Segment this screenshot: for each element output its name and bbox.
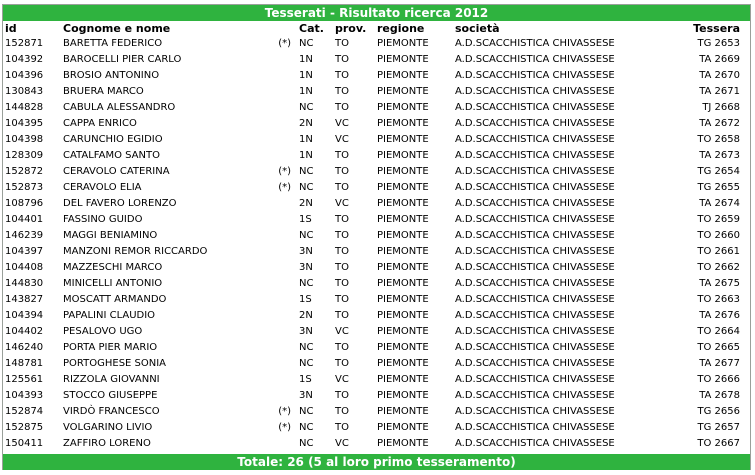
- cell-society: A.D.SCACCHISTICA CHIVASSESE: [455, 134, 615, 145]
- cell-id: 152871: [5, 38, 44, 49]
- table-row[interactable]: [3, 420, 750, 436]
- cell-name: BRUERA MARCO: [63, 86, 144, 97]
- cell-region: PIEMONTE: [377, 438, 429, 449]
- cell-category: 3N: [299, 326, 313, 337]
- cell-society: A.D.SCACCHISTICA CHIVASSESE: [455, 214, 615, 225]
- results-panel: [2, 4, 751, 470]
- cell-province: VC: [335, 134, 349, 145]
- cell-region: PIEMONTE: [377, 390, 429, 401]
- cell-society: A.D.SCACCHISTICA CHIVASSESE: [455, 198, 615, 209]
- table-row[interactable]: [3, 100, 750, 116]
- cell-province: TO: [335, 54, 349, 65]
- cell-first-registration-mark: [237, 100, 297, 116]
- cell-first-registration-mark: [237, 276, 297, 292]
- table-row[interactable]: [3, 244, 750, 260]
- cell-card: TA 2672: [699, 118, 740, 129]
- col-header-id[interactable]: id: [5, 22, 17, 35]
- cell-region: PIEMONTE: [377, 310, 429, 321]
- cell-first-registration-mark: [237, 84, 297, 100]
- table-row[interactable]: [3, 116, 750, 132]
- cell-society: A.D.SCACCHISTICA CHIVASSESE: [455, 86, 615, 97]
- cell-category: 2N: [299, 118, 313, 129]
- cell-society: A.D.SCACCHISTICA CHIVASSESE: [455, 166, 615, 177]
- cell-id: 130843: [5, 86, 44, 97]
- cell-name: RIZZOLA GIOVANNI: [63, 374, 160, 385]
- cell-society: A.D.SCACCHISTICA CHIVASSESE: [455, 230, 615, 241]
- cell-card: TO 2663: [697, 294, 740, 305]
- cell-id: 148781: [5, 358, 44, 369]
- cell-first-registration-mark: [237, 356, 297, 372]
- table-header-row: [3, 21, 750, 36]
- cell-card: TO 2659: [697, 214, 740, 225]
- cell-region: PIEMONTE: [377, 166, 429, 177]
- cell-province: TO: [335, 406, 349, 417]
- cell-category: 3N: [299, 390, 313, 401]
- cell-first-registration-mark: (*): [278, 422, 291, 433]
- cell-category: 1N: [299, 70, 313, 81]
- cell-province: TO: [335, 70, 349, 81]
- table-row[interactable]: [3, 276, 750, 292]
- cell-society: A.D.SCACCHISTICA CHIVASSESE: [455, 182, 615, 193]
- cell-name: MAZZESCHI MARCO: [63, 262, 163, 273]
- cell-id: 104402: [5, 326, 44, 337]
- cell-card: TO 2666: [697, 374, 740, 385]
- results-title: Tesserati - Risultato ricerca 2012: [264, 6, 489, 20]
- cell-category: 2N: [299, 310, 313, 321]
- cell-category: NC: [299, 182, 314, 193]
- table-row[interactable]: [3, 52, 750, 68]
- cell-first-registration-mark: [237, 324, 297, 340]
- cell-region: PIEMONTE: [377, 278, 429, 289]
- cell-id: 104408: [5, 262, 44, 273]
- cell-province: TO: [335, 150, 349, 161]
- cell-id: 144828: [5, 102, 44, 113]
- cell-region: PIEMONTE: [377, 262, 429, 273]
- cell-region: PIEMONTE: [377, 358, 429, 369]
- cell-id: 104395: [5, 118, 44, 129]
- cell-region: PIEMONTE: [377, 326, 429, 337]
- cell-name: BARETTA FEDERICO: [63, 38, 163, 49]
- cell-name: MAGGI BENIAMINO: [63, 230, 158, 241]
- cell-society: A.D.SCACCHISTICA CHIVASSESE: [455, 150, 615, 161]
- results-total: Totale: 26 (5 al loro primo tesseramento): [237, 455, 516, 469]
- table-row[interactable]: [3, 164, 750, 180]
- cell-society: A.D.SCACCHISTICA CHIVASSESE: [455, 358, 615, 369]
- cell-card: TO 2658: [697, 134, 740, 145]
- cell-first-registration-mark: [237, 244, 297, 260]
- cell-card: TG 2657: [697, 422, 740, 433]
- cell-name: MOSCATT ARMANDO: [63, 294, 167, 305]
- cell-province: TO: [335, 342, 349, 353]
- cell-society: A.D.SCACCHISTICA CHIVASSESE: [455, 262, 615, 273]
- cell-category: 3N: [299, 246, 313, 257]
- cell-society: A.D.SCACCHISTICA CHIVASSESE: [455, 438, 615, 449]
- cell-first-registration-mark: [237, 388, 297, 404]
- cell-province: TO: [335, 214, 349, 225]
- cell-region: PIEMONTE: [377, 38, 429, 49]
- cell-card: TO 2664: [697, 326, 740, 337]
- cell-first-registration-mark: [237, 372, 297, 388]
- cell-province: TO: [335, 166, 349, 177]
- cell-first-registration-mark: [237, 132, 297, 148]
- cell-province: TO: [335, 102, 349, 113]
- cell-card: TA 2674: [699, 198, 740, 209]
- cell-first-registration-mark: (*): [278, 38, 291, 49]
- cell-category: NC: [299, 230, 314, 241]
- cell-category: NC: [299, 278, 314, 289]
- table-row[interactable]: [3, 228, 750, 244]
- cell-first-registration-mark: [237, 148, 297, 164]
- col-header-region[interactable]: regione: [377, 22, 425, 35]
- cell-region: PIEMONTE: [377, 214, 429, 225]
- cell-name: ZAFFIRO LORENO: [63, 438, 151, 449]
- cell-society: A.D.SCACCHISTICA CHIVASSESE: [455, 118, 615, 129]
- table-row[interactable]: [3, 148, 750, 164]
- cell-card: TA 2673: [699, 150, 740, 161]
- table-row[interactable]: [3, 196, 750, 212]
- cell-name: VOLGARINO LIVIO: [63, 422, 153, 433]
- cell-category: 2N: [299, 198, 313, 209]
- cell-category: 1S: [299, 294, 312, 305]
- col-header-first-registration: [237, 21, 297, 36]
- table-row[interactable]: [3, 340, 750, 356]
- cell-province: TO: [335, 38, 349, 49]
- cell-society: A.D.SCACCHISTICA CHIVASSESE: [455, 102, 615, 113]
- members-table: [3, 36, 750, 452]
- col-header-card[interactable]: Tessera: [693, 22, 740, 35]
- cell-society: A.D.SCACCHISTICA CHIVASSESE: [455, 310, 615, 321]
- cell-society: A.D.SCACCHISTICA CHIVASSESE: [455, 54, 615, 65]
- cell-name: PAPALINI CLAUDIO: [63, 310, 156, 321]
- cell-card: TO 2665: [697, 342, 740, 353]
- cell-first-registration-mark: [237, 436, 297, 452]
- cell-name: PORTA PIER MARIO: [63, 342, 158, 353]
- cell-id: 144830: [5, 278, 44, 289]
- cell-category: 1N: [299, 54, 313, 65]
- cell-province: VC: [335, 438, 349, 449]
- cell-society: A.D.SCACCHISTICA CHIVASSESE: [455, 342, 615, 353]
- cell-id: 143827: [5, 294, 44, 305]
- cell-first-registration-mark: (*): [278, 406, 291, 417]
- cell-province: TO: [335, 86, 349, 97]
- cell-card: TA 2671: [699, 86, 740, 97]
- cell-card: TA 2669: [699, 54, 740, 65]
- cell-province: TO: [335, 422, 349, 433]
- cell-province: VC: [335, 198, 349, 209]
- cell-province: TO: [335, 230, 349, 241]
- cell-region: PIEMONTE: [377, 134, 429, 145]
- cell-card: TG 2656: [697, 406, 740, 417]
- cell-name: CERAVOLO ELIA: [63, 182, 142, 193]
- table-row[interactable]: [3, 132, 750, 148]
- cell-region: PIEMONTE: [377, 86, 429, 97]
- members-table-body: [3, 36, 750, 454]
- cell-name: BAROCELLI PIER CARLO: [63, 54, 182, 65]
- cell-id: 108796: [5, 198, 44, 209]
- cell-region: PIEMONTE: [377, 150, 429, 161]
- results-title-bar: [3, 5, 750, 21]
- cell-name: CAPPA ENRICO: [63, 118, 137, 129]
- cell-name: FASSINO GUIDO: [63, 214, 143, 225]
- cell-card: TA 2678: [699, 390, 740, 401]
- cell-card: TO 2667: [697, 438, 740, 449]
- cell-card: TO 2662: [697, 262, 740, 273]
- cell-id: 128309: [5, 150, 44, 161]
- cell-first-registration-mark: [237, 116, 297, 132]
- cell-id: 104394: [5, 310, 44, 321]
- cell-category: NC: [299, 438, 314, 449]
- cell-id: 152874: [5, 406, 44, 417]
- cell-first-registration-mark: (*): [278, 166, 291, 177]
- cell-id: 104396: [5, 70, 44, 81]
- cell-region: PIEMONTE: [377, 374, 429, 385]
- cell-first-registration-mark: [237, 212, 297, 228]
- cell-id: 146240: [5, 342, 44, 353]
- cell-region: PIEMONTE: [377, 54, 429, 65]
- cell-name: CATALFAMO SANTO: [63, 150, 160, 161]
- table-row[interactable]: [3, 372, 750, 388]
- cell-first-registration-mark: [237, 196, 297, 212]
- cell-category: 1S: [299, 214, 312, 225]
- cell-id: 146239: [5, 230, 44, 241]
- cell-card: TG 2654: [697, 166, 740, 177]
- cell-province: VC: [335, 118, 349, 129]
- col-header-province[interactable]: prov.: [335, 22, 367, 35]
- cell-province: VC: [335, 326, 349, 337]
- cell-first-registration-mark: [237, 340, 297, 356]
- cell-card: TA 2670: [699, 70, 740, 81]
- cell-province: VC: [335, 374, 349, 385]
- cell-region: PIEMONTE: [377, 70, 429, 81]
- cell-id: 152872: [5, 166, 44, 177]
- cell-first-registration-mark: [237, 68, 297, 84]
- cell-name: CABULA ALESSANDRO: [63, 102, 176, 113]
- table-row[interactable]: [3, 36, 750, 52]
- cell-society: A.D.SCACCHISTICA CHIVASSESE: [455, 406, 615, 417]
- cell-first-registration-mark: [237, 292, 297, 308]
- cell-category: NC: [299, 406, 314, 417]
- cell-category: 1N: [299, 86, 313, 97]
- cell-name: DEL FAVERO LORENZO: [63, 198, 177, 209]
- cell-region: PIEMONTE: [377, 406, 429, 417]
- members-header-table: [3, 21, 750, 36]
- cell-name: MINICELLI ANTONIO: [63, 278, 163, 289]
- cell-id: 104393: [5, 390, 44, 401]
- cell-province: TO: [335, 294, 349, 305]
- cell-id: 125561: [5, 374, 44, 385]
- cell-category: 3N: [299, 262, 313, 273]
- cell-society: A.D.SCACCHISTICA CHIVASSESE: [455, 246, 615, 257]
- cell-first-registration-mark: [237, 260, 297, 276]
- cell-id: 104397: [5, 246, 44, 257]
- cell-id: 152875: [5, 422, 44, 433]
- cell-name: PORTOGHESE SONIA: [63, 358, 167, 369]
- col-header-society[interactable]: società: [455, 22, 500, 35]
- cell-id: 152873: [5, 182, 44, 193]
- cell-id: 150411: [5, 438, 44, 449]
- cell-society: A.D.SCACCHISTICA CHIVASSESE: [455, 374, 615, 385]
- table-row[interactable]: [3, 324, 750, 340]
- cell-category: NC: [299, 342, 314, 353]
- table-row[interactable]: [3, 180, 750, 196]
- cell-card: TG 2653: [697, 38, 740, 49]
- cell-name: STOCCO GIUSEPPE: [63, 390, 158, 401]
- cell-region: PIEMONTE: [377, 294, 429, 305]
- cell-province: TO: [335, 262, 349, 273]
- cell-first-registration-mark: (*): [278, 182, 291, 193]
- cell-id: 104392: [5, 54, 44, 65]
- table-row[interactable]: [3, 68, 750, 84]
- table-row[interactable]: [3, 356, 750, 372]
- cell-name: PESALOVO UGO: [63, 326, 143, 337]
- cell-category: 1N: [299, 150, 313, 161]
- table-row[interactable]: [3, 84, 750, 100]
- cell-province: TO: [335, 310, 349, 321]
- cell-category: NC: [299, 102, 314, 113]
- cell-region: PIEMONTE: [377, 342, 429, 353]
- cell-card: TJ 2668: [702, 102, 740, 113]
- cell-province: TO: [335, 358, 349, 369]
- cell-region: PIEMONTE: [377, 118, 429, 129]
- cell-region: PIEMONTE: [377, 422, 429, 433]
- cell-region: PIEMONTE: [377, 198, 429, 209]
- cell-region: PIEMONTE: [377, 230, 429, 241]
- cell-card: TA 2676: [699, 310, 740, 321]
- cell-first-registration-mark: [237, 308, 297, 324]
- table-row[interactable]: [3, 308, 750, 324]
- cell-province: TO: [335, 182, 349, 193]
- cell-society: A.D.SCACCHISTICA CHIVASSESE: [455, 326, 615, 337]
- cell-region: PIEMONTE: [377, 246, 429, 257]
- cell-card: TA 2677: [699, 358, 740, 369]
- cell-card: TA 2675: [699, 278, 740, 289]
- table-row[interactable]: [3, 404, 750, 420]
- cell-card: TG 2655: [697, 182, 740, 193]
- table-row[interactable]: [3, 436, 750, 452]
- cell-society: A.D.SCACCHISTICA CHIVASSESE: [455, 390, 615, 401]
- cell-name: VIRDÒ FRANCESCO: [63, 406, 160, 417]
- cell-category: 1S: [299, 374, 312, 385]
- table-row[interactable]: [3, 292, 750, 308]
- cell-id: 104401: [5, 214, 44, 225]
- col-header-name[interactable]: Cognome e nome: [63, 22, 171, 35]
- cell-card: TO 2661: [697, 246, 740, 257]
- cell-category: 1N: [299, 134, 313, 145]
- table-row[interactable]: [3, 212, 750, 228]
- cell-region: PIEMONTE: [377, 182, 429, 193]
- cell-province: TO: [335, 246, 349, 257]
- cell-category: NC: [299, 38, 314, 49]
- table-row[interactable]: [3, 388, 750, 404]
- cell-name: CERAVOLO CATERINA: [63, 166, 170, 177]
- cell-card: TO 2660: [697, 230, 740, 241]
- cell-name: CARUNCHIO EGIDIO: [63, 134, 163, 145]
- cell-name: MANZONI REMOR RICCARDO: [63, 246, 208, 257]
- cell-category: NC: [299, 422, 314, 433]
- cell-first-registration-mark: [237, 228, 297, 244]
- cell-province: TO: [335, 390, 349, 401]
- cell-province: TO: [335, 278, 349, 289]
- cell-name: BROSIO ANTONINO: [63, 70, 160, 81]
- cell-region: PIEMONTE: [377, 102, 429, 113]
- cell-category: NC: [299, 358, 314, 369]
- table-row[interactable]: [3, 260, 750, 276]
- cell-society: A.D.SCACCHISTICA CHIVASSESE: [455, 70, 615, 81]
- col-header-category[interactable]: Cat.: [299, 22, 324, 35]
- cell-society: A.D.SCACCHISTICA CHIVASSESE: [455, 38, 615, 49]
- cell-category: NC: [299, 166, 314, 177]
- results-footer-bar: [3, 454, 750, 470]
- cell-id: 104398: [5, 134, 44, 145]
- cell-society: A.D.SCACCHISTICA CHIVASSESE: [455, 278, 615, 289]
- cell-first-registration-mark: [237, 52, 297, 68]
- cell-society: A.D.SCACCHISTICA CHIVASSESE: [455, 294, 615, 305]
- cell-society: A.D.SCACCHISTICA CHIVASSESE: [455, 422, 615, 433]
